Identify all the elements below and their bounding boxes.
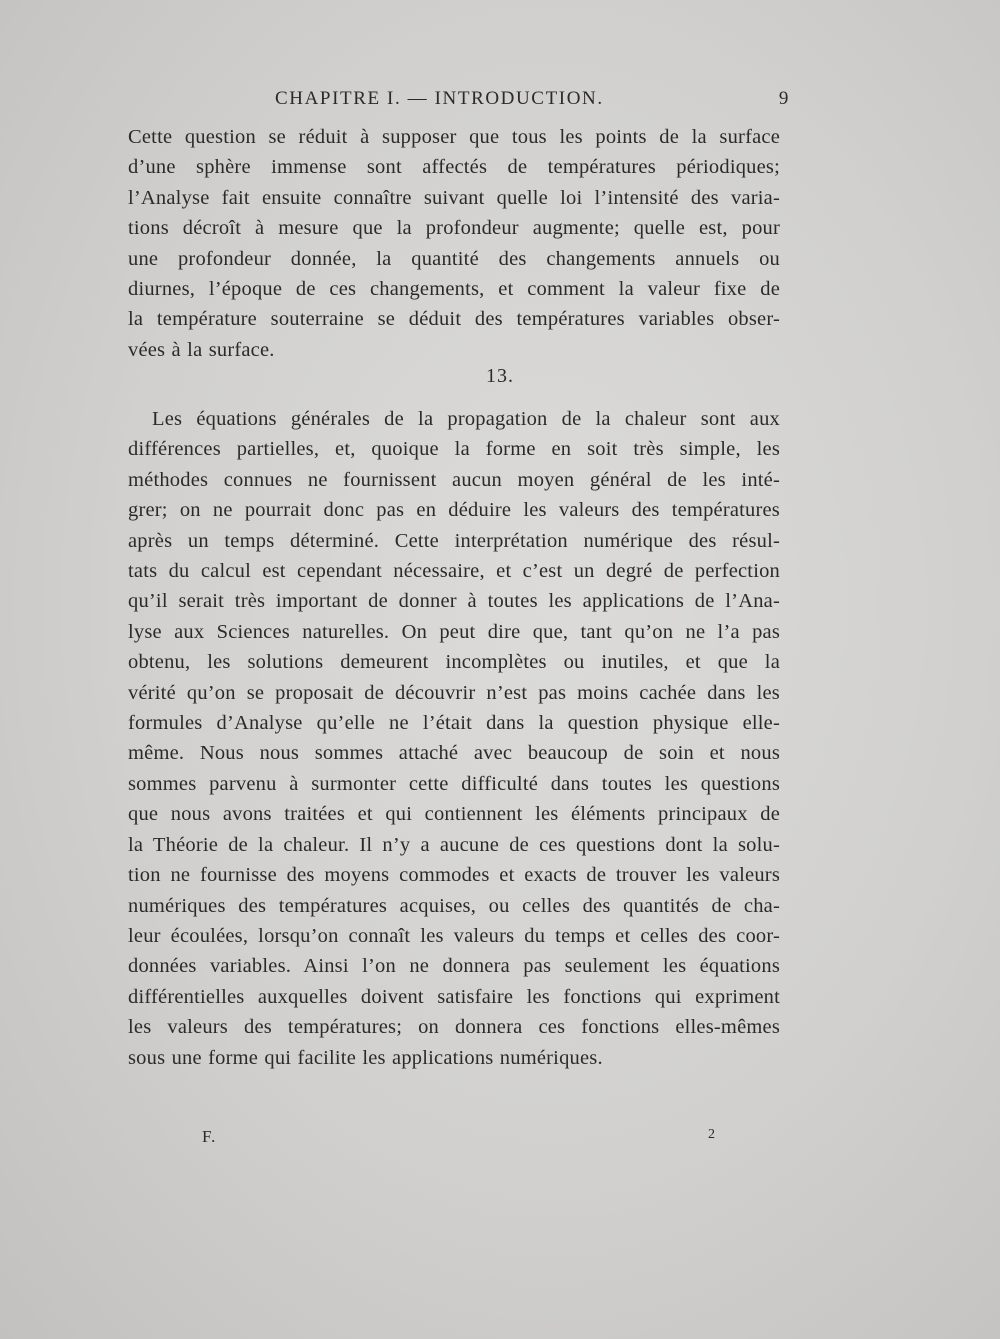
text-line: que nous avons traitées et qui contiennent les éléments principaux de xyxy=(128,803,780,826)
text-line: l’Analyse fait ensuite connaître suivant quelle loi l’intensité des varia- xyxy=(128,186,780,209)
text-line: les valeurs des températures; on donnera ces fonctions elles-mêmes xyxy=(128,1016,780,1039)
text-line: même. Nous nous sommes attaché avec beaucoup de soin et nous xyxy=(128,742,780,765)
text-line: tions décroît à mesure que la profondeur augmente; quelle est, pour xyxy=(128,217,780,240)
paragraph-2 xyxy=(128,404,780,1073)
text-line: une profondeur donnée, la quantité des changements annuels ou xyxy=(128,247,780,270)
sheet-number: 2 xyxy=(708,1127,715,1142)
signature-mark: F. xyxy=(202,1127,217,1146)
text-line: Cette question se réduit à supposer que tous les points de la surface xyxy=(128,126,780,148)
text-line: diurnes, l’époque de ces changements, et comment la valeur fixe de xyxy=(128,278,780,301)
text-line: grer; on ne pourrait donc pas en déduire les valeurs des températures xyxy=(128,499,780,522)
paragraph-1 xyxy=(128,122,780,365)
text-line: leur écoulées, lorsqu’on connaît les valeurs du temps et celles des coor- xyxy=(128,924,780,947)
text-line: numériques des températures acquises, ou celles des quantités de cha- xyxy=(128,894,780,917)
section-number: 13. xyxy=(486,365,514,387)
text-line: après un temps déterminé. Cette interprétation numérique des résul- xyxy=(128,529,780,552)
text-line: obtenu, les solutions demeurent incomplètes ou inutiles, et que la xyxy=(128,651,780,674)
running-title: CHAPITRE I. — INTRODUCTION. xyxy=(275,88,604,109)
text-line: lyse aux Sciences naturelles. On peut dire que, tant qu’on ne l’a pas xyxy=(128,620,780,643)
page-number: 9 xyxy=(778,88,790,109)
page-header xyxy=(120,88,790,118)
text-line: d’une sphère immense sont affectés de températures périodiques; xyxy=(128,156,780,179)
text-line: la température souterraine se déduit des températures variables obser- xyxy=(128,308,780,331)
text-line: vées à la surface. xyxy=(128,338,275,361)
text-line: formules d’Analyse qu’elle ne l’était dans la question physique elle- xyxy=(128,712,780,735)
text-line: sommes parvenu à surmonter cette difficulté dans toutes les questions xyxy=(128,772,780,795)
text-line: méthodes connues ne fournissent aucun moyen général de les inté- xyxy=(128,468,780,491)
text-line: différences partielles, et, quoique la forme en soit très simple, les xyxy=(128,438,780,461)
text-line: Les équations générales de la propagation de la chaleur sont aux xyxy=(152,408,780,430)
text-line: données variables. Ainsi l’on ne donnera pas seulement les équations xyxy=(128,955,780,978)
text-line: différentielles auxquelles doivent satisfaire les fonctions qui expriment xyxy=(128,985,780,1008)
text-line: vérité qu’on se proposait de découvrir n’est pas moins cachée dans les xyxy=(128,681,780,704)
text-line: qu’il serait très important de donner à toutes les applications de l’Ana- xyxy=(128,590,780,613)
text-line: sous une forme qui facilite les applications numériques. xyxy=(128,1046,603,1069)
text-line: la Théorie de la chaleur. Il n’y a aucune de ces questions dont la solu- xyxy=(128,833,780,856)
text-line: tion ne fournisse des moyens commodes et exacts de trouver les valeurs xyxy=(128,864,780,887)
text-line: tats du calcul est cependant nécessaire, et c’est un degré de perfection xyxy=(128,560,780,583)
